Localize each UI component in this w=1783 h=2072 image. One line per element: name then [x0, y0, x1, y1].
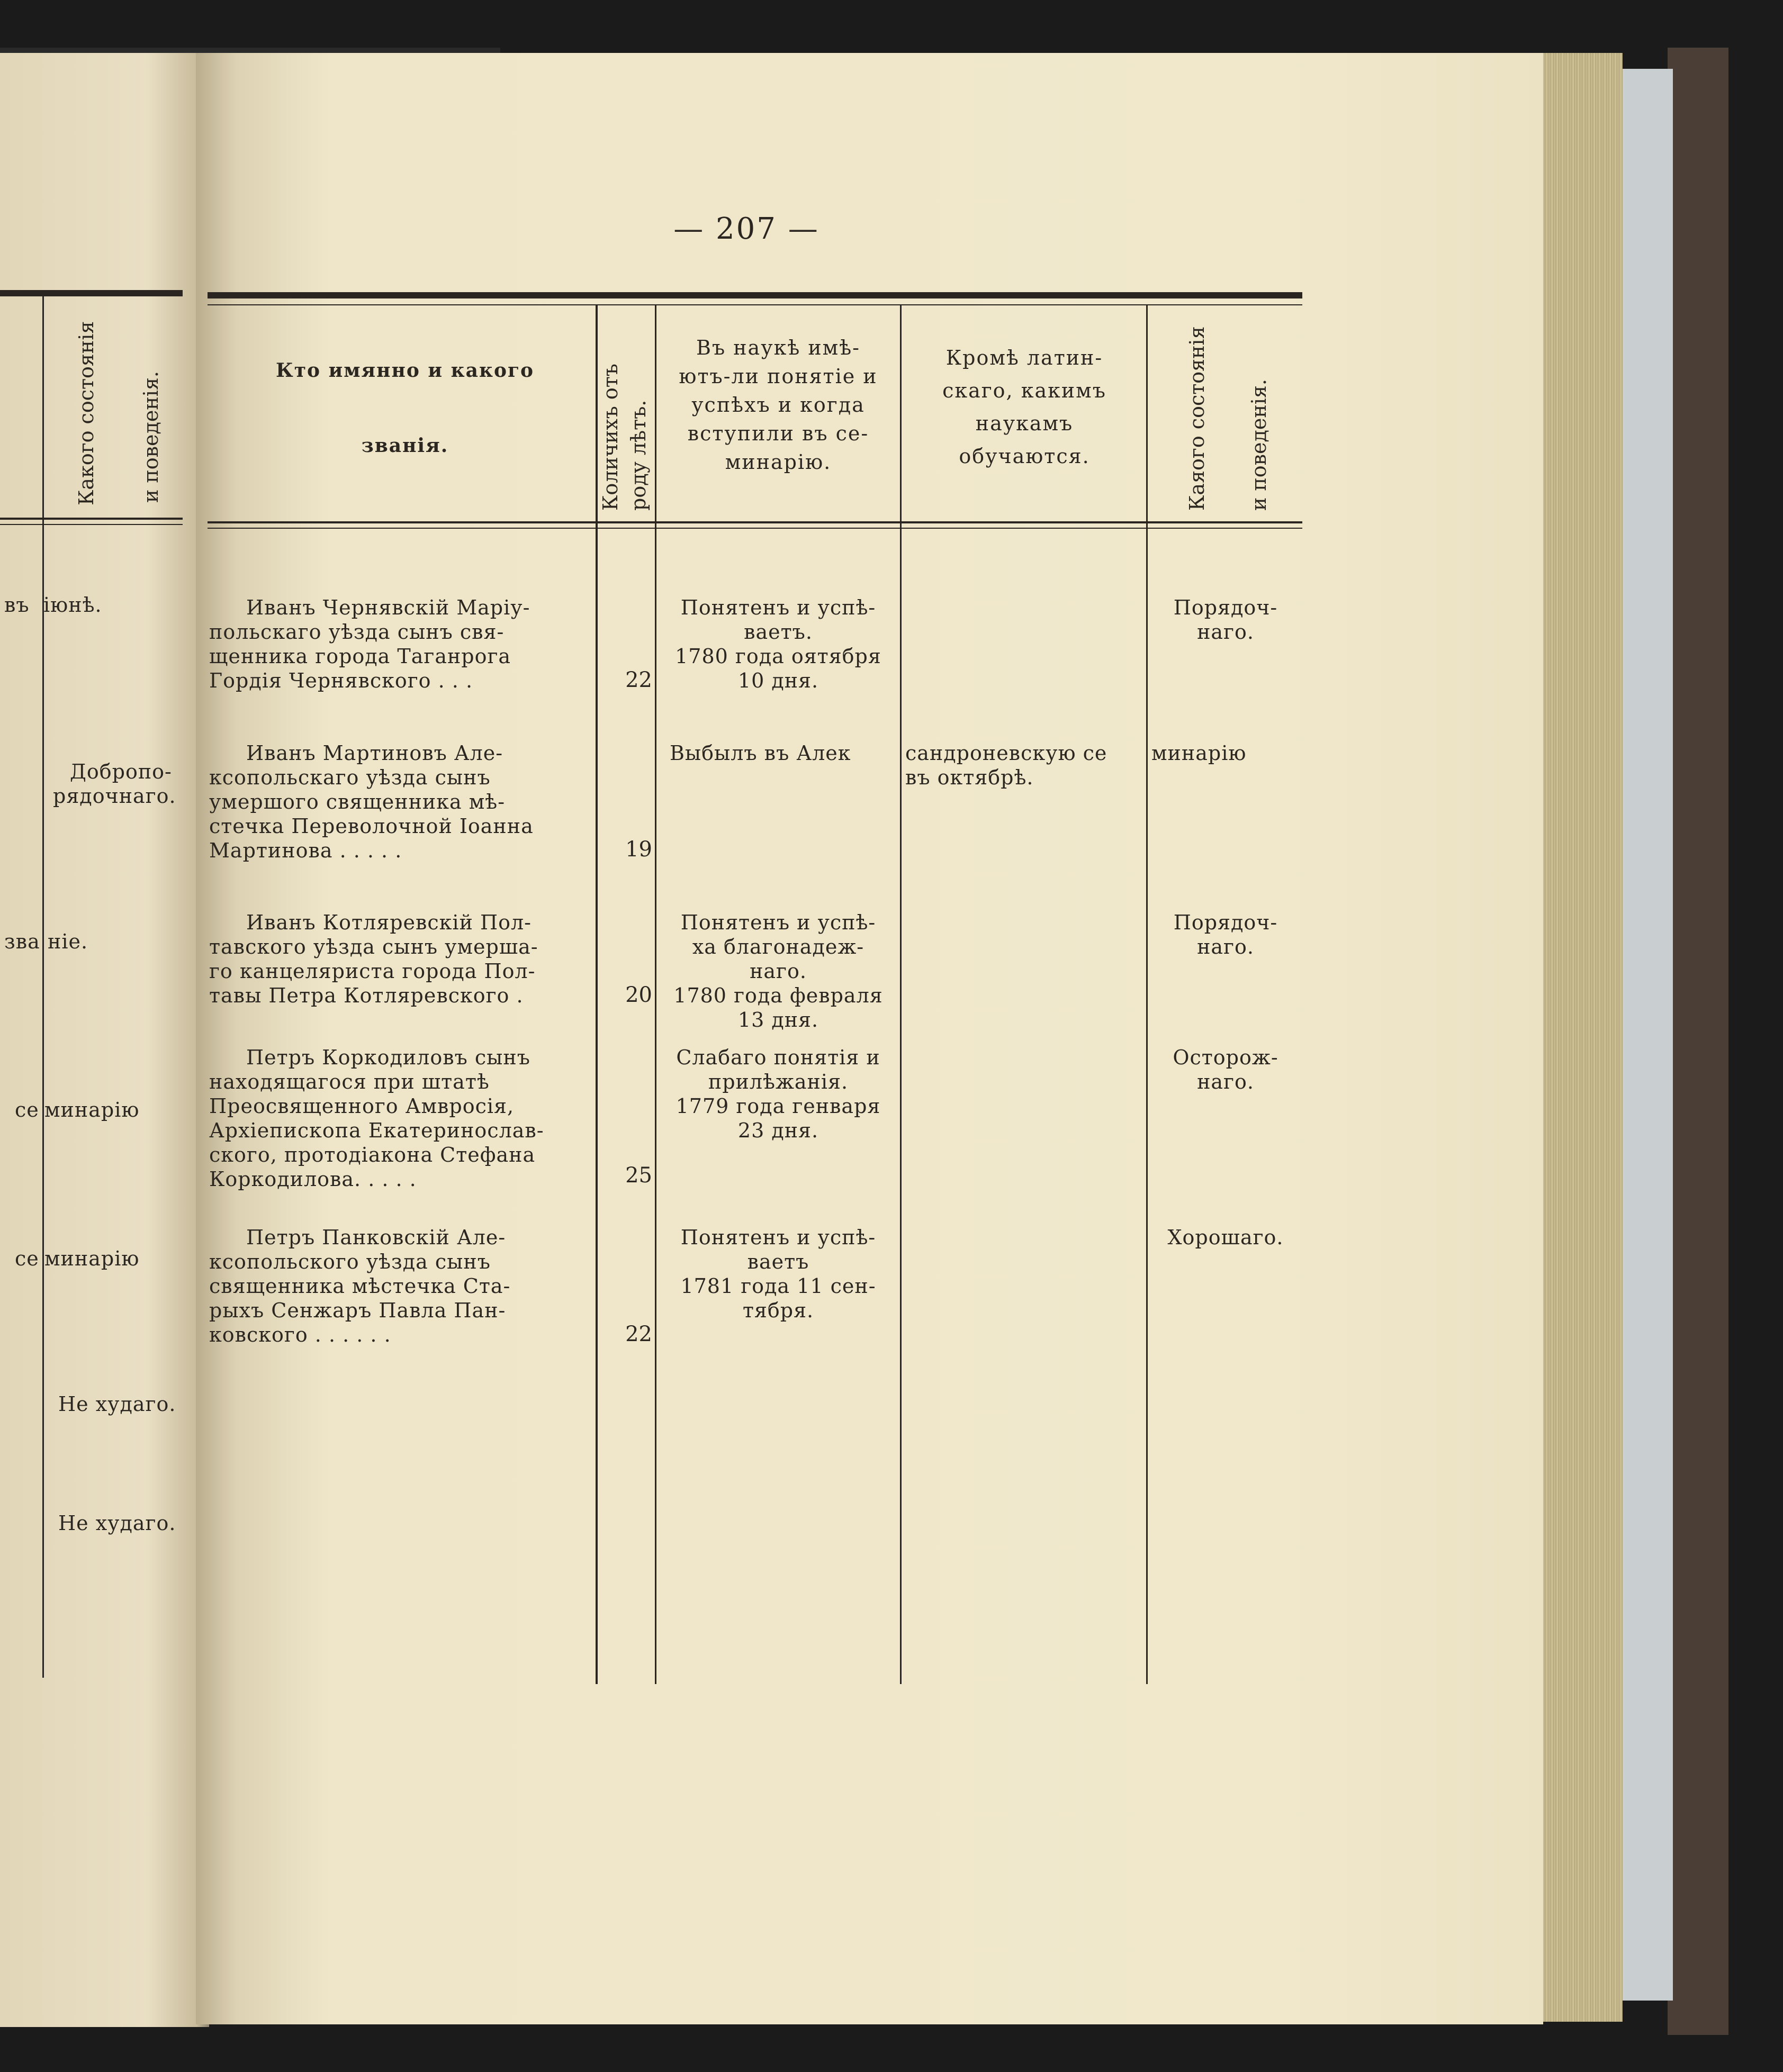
left-rule-header	[0, 518, 183, 520]
left-page	[0, 53, 209, 2027]
column-divider-1	[596, 305, 598, 1684]
row-who-line: Гордія Чернявского . . .	[209, 669, 473, 692]
row-sciences-line: ваетъ.	[744, 620, 813, 644]
left-cell-b: Не худаго.	[58, 1512, 176, 1535]
page-number: — 207 —	[673, 212, 820, 246]
row-besides-line: въ октябрѣ.	[905, 766, 1034, 789]
row-who-line: ковского . . . . . .	[209, 1323, 391, 1346]
row-3-who	[209, 910, 586, 1008]
row-conduct-line: Порядоч-	[1173, 911, 1278, 934]
row-conduct-line: наго.	[1197, 620, 1254, 644]
row-who-line: стечка Переволочной Іоанна	[209, 815, 534, 838]
row-1-age: 22	[625, 668, 652, 692]
row-who-line: го канцеляриста города Пол-	[209, 960, 536, 983]
row-5-conduct	[1149, 1225, 1302, 1250]
header-sciences-line: минарію.	[725, 450, 832, 474]
left-rule-top	[0, 290, 183, 296]
row-sciences-line: 1781 года 11 сен-	[680, 1274, 876, 1298]
row-sciences-line: Выбылъ въ Алек	[670, 741, 851, 765]
left-cell-b: Добропо-	[70, 760, 172, 783]
row-who-line: Петръ Коркодиловъ сынъ	[246, 1046, 530, 1069]
left-cell-a: въ	[4, 593, 30, 617]
column-divider-4	[1146, 305, 1148, 1684]
header-besides	[903, 341, 1146, 473]
row-1-who	[209, 595, 586, 693]
row-who-line: находящагося при штатѣ	[209, 1070, 490, 1093]
row-sciences-line: Понятенъ и успѣ-	[680, 911, 876, 934]
row-1-sciences	[658, 595, 899, 693]
left-header-col2: и поведенія.	[139, 371, 163, 503]
row-sciences-line: наго.	[750, 960, 807, 983]
left-cell-a: се	[15, 1098, 39, 1121]
row-who-line: Иванъ Котляревскій Пол-	[246, 911, 532, 934]
row-1-conduct	[1149, 595, 1302, 644]
header-age-line1: Количихъ отъ	[599, 364, 622, 511]
row-4-sciences	[658, 1045, 899, 1143]
row-conduct-line: Хорошаго.	[1167, 1226, 1284, 1249]
row-sciences-line: Слабаго понятія и	[676, 1046, 880, 1069]
row-4-who	[209, 1045, 586, 1191]
header-sciences-line: вступили въ се-	[687, 422, 869, 445]
left-cell-b: іюнѣ.	[43, 593, 102, 617]
header-who-line2: званія.	[361, 435, 449, 457]
row-sciences-line: 23 дня.	[737, 1119, 819, 1142]
row-conduct-line: Осторож-	[1173, 1046, 1278, 1069]
row-5-age: 22	[625, 1322, 652, 1346]
row-conduct-line: наго.	[1197, 935, 1254, 958]
row-who-line: щенника города Таганрога	[209, 645, 511, 668]
header-sciences-line: успѣхъ и когда	[691, 393, 865, 417]
header-besides-line: скаго, какимъ	[942, 379, 1106, 402]
left-cell-b: минарію	[44, 1247, 140, 1270]
row-who-line: тавского уѣзда сынъ умерша-	[209, 935, 538, 958]
header-sciences-line: ютъ-ли понятіе и	[679, 365, 878, 388]
row-who-line: ксопольскаго уѣзда сынъ	[209, 766, 491, 789]
row-who-line: Архіепископа Екатеринослав-	[209, 1119, 544, 1142]
row-sciences-line: прилѣжанія.	[708, 1070, 849, 1093]
row-sciences-line: ваетъ	[747, 1250, 809, 1273]
row-who-line: Иванъ Мартиновъ Але-	[246, 741, 503, 765]
row-conduct-line: минарію	[1151, 741, 1247, 765]
row-who-line: тавы Петра Котляревского .	[209, 984, 524, 1007]
row-who-line: ксопольского уѣзда сынъ	[209, 1250, 491, 1273]
row-conduct-line: наго.	[1197, 1070, 1254, 1093]
table-rule-header	[208, 521, 1302, 523]
row-sciences-line: 1780 года февраля	[673, 984, 883, 1007]
row-2-besides	[905, 741, 1146, 790]
header-conduct-line2: и поведенія.	[1247, 379, 1271, 511]
book-cover	[1668, 48, 1728, 2035]
row-2-who	[209, 741, 586, 863]
row-sciences-line: 10 дня.	[737, 669, 819, 692]
row-3-age: 20	[625, 983, 652, 1007]
row-who-line: Коркодилова. . . . .	[209, 1168, 417, 1191]
header-besides-line: Кромѣ латин-	[945, 346, 1103, 369]
row-2-age: 19	[625, 837, 652, 862]
row-2-sciences	[670, 741, 900, 765]
row-3-conduct	[1149, 910, 1302, 959]
row-5-sciences	[658, 1225, 899, 1323]
row-2-conduct	[1151, 741, 1305, 765]
row-who-line: польскаго уѣзда сынъ свя-	[209, 620, 505, 644]
column-divider-2	[655, 305, 656, 1684]
left-cell-b: Не худаго.	[58, 1392, 176, 1416]
header-age-line2: роду лѣтъ.	[627, 400, 650, 511]
table-rule-header-2	[208, 528, 1302, 529]
header-conduct-line1: Каяого состоянія	[1185, 326, 1209, 511]
left-column-divider	[42, 296, 44, 1678]
row-sciences-line: 13 дня.	[737, 1008, 819, 1032]
row-who-line: ского, протодіакона Стефана	[209, 1143, 536, 1166]
row-who-line: рыхъ Сенжаръ Павла Пан-	[209, 1299, 506, 1322]
row-sciences-line: 1779 года генваря	[676, 1094, 881, 1118]
row-3-sciences	[658, 910, 899, 1032]
left-rule-header-2	[0, 524, 183, 525]
header-sciences	[656, 333, 900, 476]
header-besides-line: обучаются.	[959, 445, 1090, 468]
row-sciences-line: тября.	[742, 1299, 814, 1322]
header-besides-line: наукамъ	[975, 412, 1074, 435]
header-sciences-line: Въ наукѣ имѣ-	[696, 336, 860, 359]
row-besides-line: сандроневскую се	[905, 741, 1107, 765]
table-rule-top-thin	[208, 304, 1302, 305]
table-rule-top	[208, 292, 1302, 298]
row-sciences-line: 1780 года оятября	[675, 645, 881, 668]
row-who-line: Иванъ Чернявскій Маріу-	[246, 596, 530, 619]
left-cell-b: рядочнаго.	[53, 784, 176, 808]
column-divider-3	[900, 305, 902, 1684]
left-cell-b: минарію	[44, 1098, 140, 1121]
row-4-age: 25	[625, 1163, 652, 1188]
row-who-line: Преосвященного Амвросія,	[209, 1094, 515, 1118]
row-who-line: умершого священника мѣ-	[209, 790, 506, 813]
header-who-line1: Кто имянно и какого	[275, 359, 535, 382]
left-header-col1: Какого состоянія	[75, 321, 98, 505]
left-cell-b: ніе.	[48, 930, 88, 953]
row-sciences-line: ха благонадеж-	[692, 935, 865, 958]
row-4-conduct	[1149, 1045, 1302, 1094]
left-cell-a: зва	[4, 930, 40, 953]
left-cell-a: се	[15, 1247, 39, 1270]
row-who-line: Мартинова . . . . .	[209, 839, 402, 862]
row-5-who	[209, 1225, 586, 1347]
row-conduct-line: Порядоч-	[1173, 596, 1278, 619]
page-edges	[1533, 53, 1623, 2022]
row-who-line: Петръ Панковскій Але-	[246, 1226, 506, 1249]
row-sciences-line: Понятенъ и успѣ-	[680, 596, 876, 619]
row-sciences-line: Понятенъ и успѣ-	[680, 1226, 876, 1249]
row-who-line: священника мѣстечка Ста-	[209, 1274, 511, 1298]
